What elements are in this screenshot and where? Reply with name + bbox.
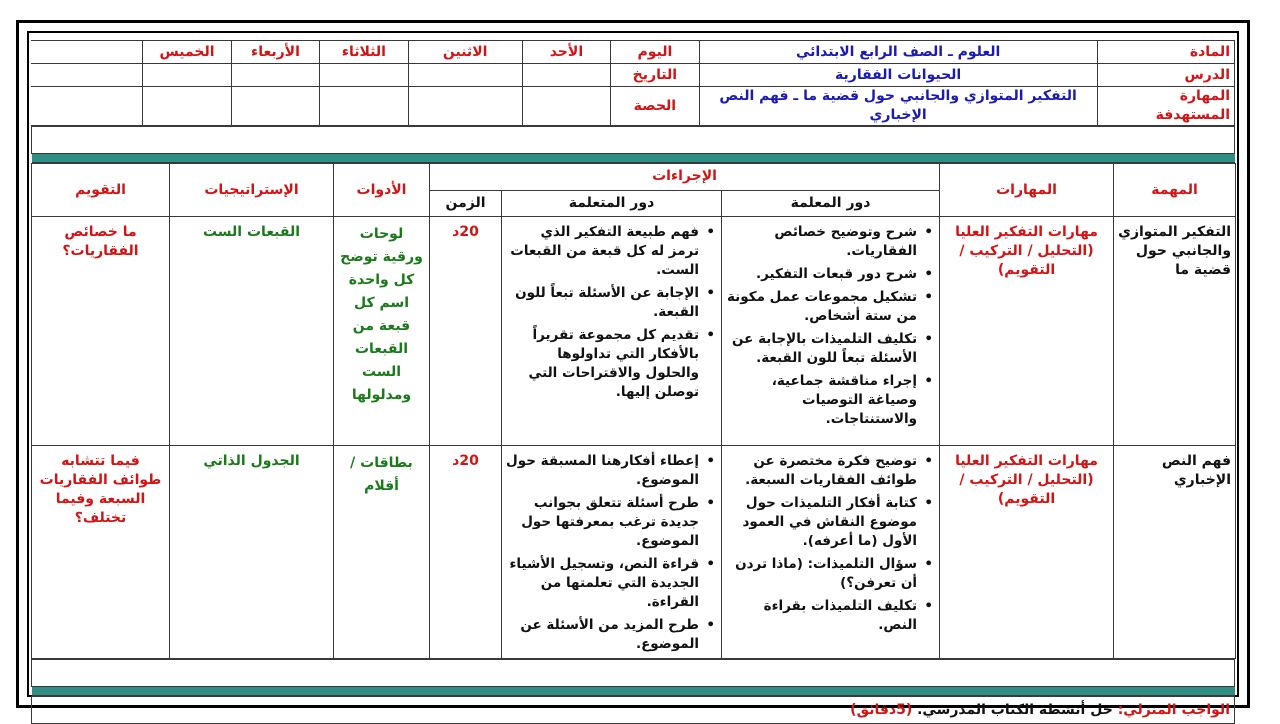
col-tools: الأدوات: [334, 164, 430, 217]
tools-cell: لوحات ورقية توضح كل واحدة اسم كل قبعة من القبعات الست ومدلولها: [334, 217, 430, 446]
list-item: • الإجابة عن الأسئلة تبعاً للون القبعة.: [506, 284, 699, 322]
col-time: الزمن: [430, 190, 502, 217]
task-cell: فهم النص الإخباري: [1114, 446, 1236, 659]
procedures-table: [31, 163, 1236, 659]
day-wednesday: الأربعاء: [231, 41, 319, 64]
list-item: • إجراء مناقشة جماعية، وصياغة التوصيات والاستنتاجات.: [726, 372, 917, 429]
day-monday: الاثنين: [408, 41, 522, 64]
evaluation-cell: ما خصائص الفقاريات؟: [32, 217, 170, 446]
day-tuesday: الثلاثاء: [320, 41, 408, 64]
time-cell: 20د: [430, 217, 502, 446]
student-role-cell: [502, 446, 722, 659]
lesson-plan-sheet: [31, 40, 1235, 718]
list-item: • تقديم كل مجموعة تقريراً بالأفكار التي تداولوها والحلول والاقتراحات التي توصلن إليها.: [506, 326, 699, 402]
table-row: [32, 446, 1236, 659]
lesson-value: الحيوانات الفقارية: [699, 64, 1097, 87]
homework-row: [32, 697, 1235, 724]
col-procedures: الإجراءات: [430, 164, 940, 191]
spacer-row: [31, 126, 1235, 163]
col-evaluation: التقويم: [32, 164, 170, 217]
footer-spacer: [31, 659, 1235, 696]
tools-cell: بطاقات / أقلام: [334, 446, 430, 659]
list-item: • تشكيل مجموعات عمل مكونة من ستة أشخاص.: [726, 288, 917, 326]
teacher-role-cell: [722, 217, 940, 446]
col-student-role: دور المتعلمة: [502, 190, 722, 217]
time-cell: 20د: [430, 446, 502, 659]
list-item: • شرح وتوضيح خصائص الفقاريات.: [726, 223, 917, 261]
skills-cell: مهارات التفكير العليا (التحليل / التركيب / التقويم): [940, 446, 1114, 659]
period-label: الحصة: [611, 87, 699, 126]
homework-text: حل أنشطة الكتاب المدرسي.: [917, 701, 1113, 718]
evaluation-cell: فيما تتشابه طوائف الفقاريات السبعة وفيما تختلف؟: [32, 446, 170, 659]
homework-duration: (5دقائق): [850, 701, 913, 718]
lesson-label: الدرس: [1097, 64, 1234, 87]
col-strategies: الإستراتيجيات: [170, 164, 334, 217]
list-item: • قراءة النص، وتسجيل الأشياء الجديدة التي تعلمتها من القراءة.: [506, 555, 699, 612]
list-item: • طرح المزيد من الأسئلة عن الموضوع.: [506, 616, 699, 654]
skill-label: المهارة المستهدفة: [1097, 87, 1234, 126]
day-thursday: الخميس: [143, 41, 231, 64]
subject-label: المادة: [1097, 41, 1234, 64]
list-item: • توضيح فكرة مختصرة عن طوائف الفقاريات السبعة.: [726, 452, 917, 490]
col-teacher-role: دور المعلمة: [722, 190, 940, 217]
col-task: المهمة: [1114, 164, 1236, 217]
day-label: اليوم: [611, 41, 699, 64]
task-cell: التفكير المتوازي والجانبي حول قضية ما: [1114, 217, 1236, 446]
skills-cell: مهارات التفكير العليا (التحليل / التركيب / التقويم): [940, 217, 1114, 446]
list-item: • إعطاء أفكارهنا المسبقة حول الموضوع.: [506, 452, 699, 490]
list-item: • تكليف التلميذات بقراءة النص.: [726, 597, 917, 635]
strategy-cell: الجدول الذاتي: [170, 446, 334, 659]
student-role-cell: [502, 217, 722, 446]
date-label: التاريخ: [611, 64, 699, 87]
list-item: • طرح أسئلة تتعلق بجوانب جديدة ترغب بمعرفتها حول الموضوع.: [506, 494, 699, 551]
list-item: • فهم طبيعة التفكير الذي ترمز له كل قبعة من القبعات الست.: [506, 223, 699, 280]
strategy-cell: القبعات الست: [170, 217, 334, 446]
list-item: • كتابة أفكار التلميذات حول موضوع النقاش في العمود الأول (ما أعرفه).: [726, 494, 917, 551]
list-item: • سؤال التلميذات: (ماذا تردن أن تعرفن؟): [726, 555, 917, 593]
list-item: • شرح دور قبعات التفكير.: [726, 265, 917, 284]
homework-label: الواجب المنزلي:: [1117, 701, 1230, 718]
teacher-role-cell: [722, 446, 940, 659]
skill-value: التفكير المتوازي والجانبي حول قضية ما ـ فهم النص الإخباري: [699, 87, 1097, 126]
header-table: [31, 40, 1235, 126]
col-skills: المهارات: [940, 164, 1114, 217]
subject-value: العلوم ـ الصف الرابع الابتدائي: [699, 41, 1097, 64]
table-row: [32, 217, 1236, 446]
list-item: • تكليف التلميذات بالإجابة عن الأسئلة تبعاً للون القبعة.: [726, 330, 917, 368]
day-sunday: الأحد: [522, 41, 610, 64]
